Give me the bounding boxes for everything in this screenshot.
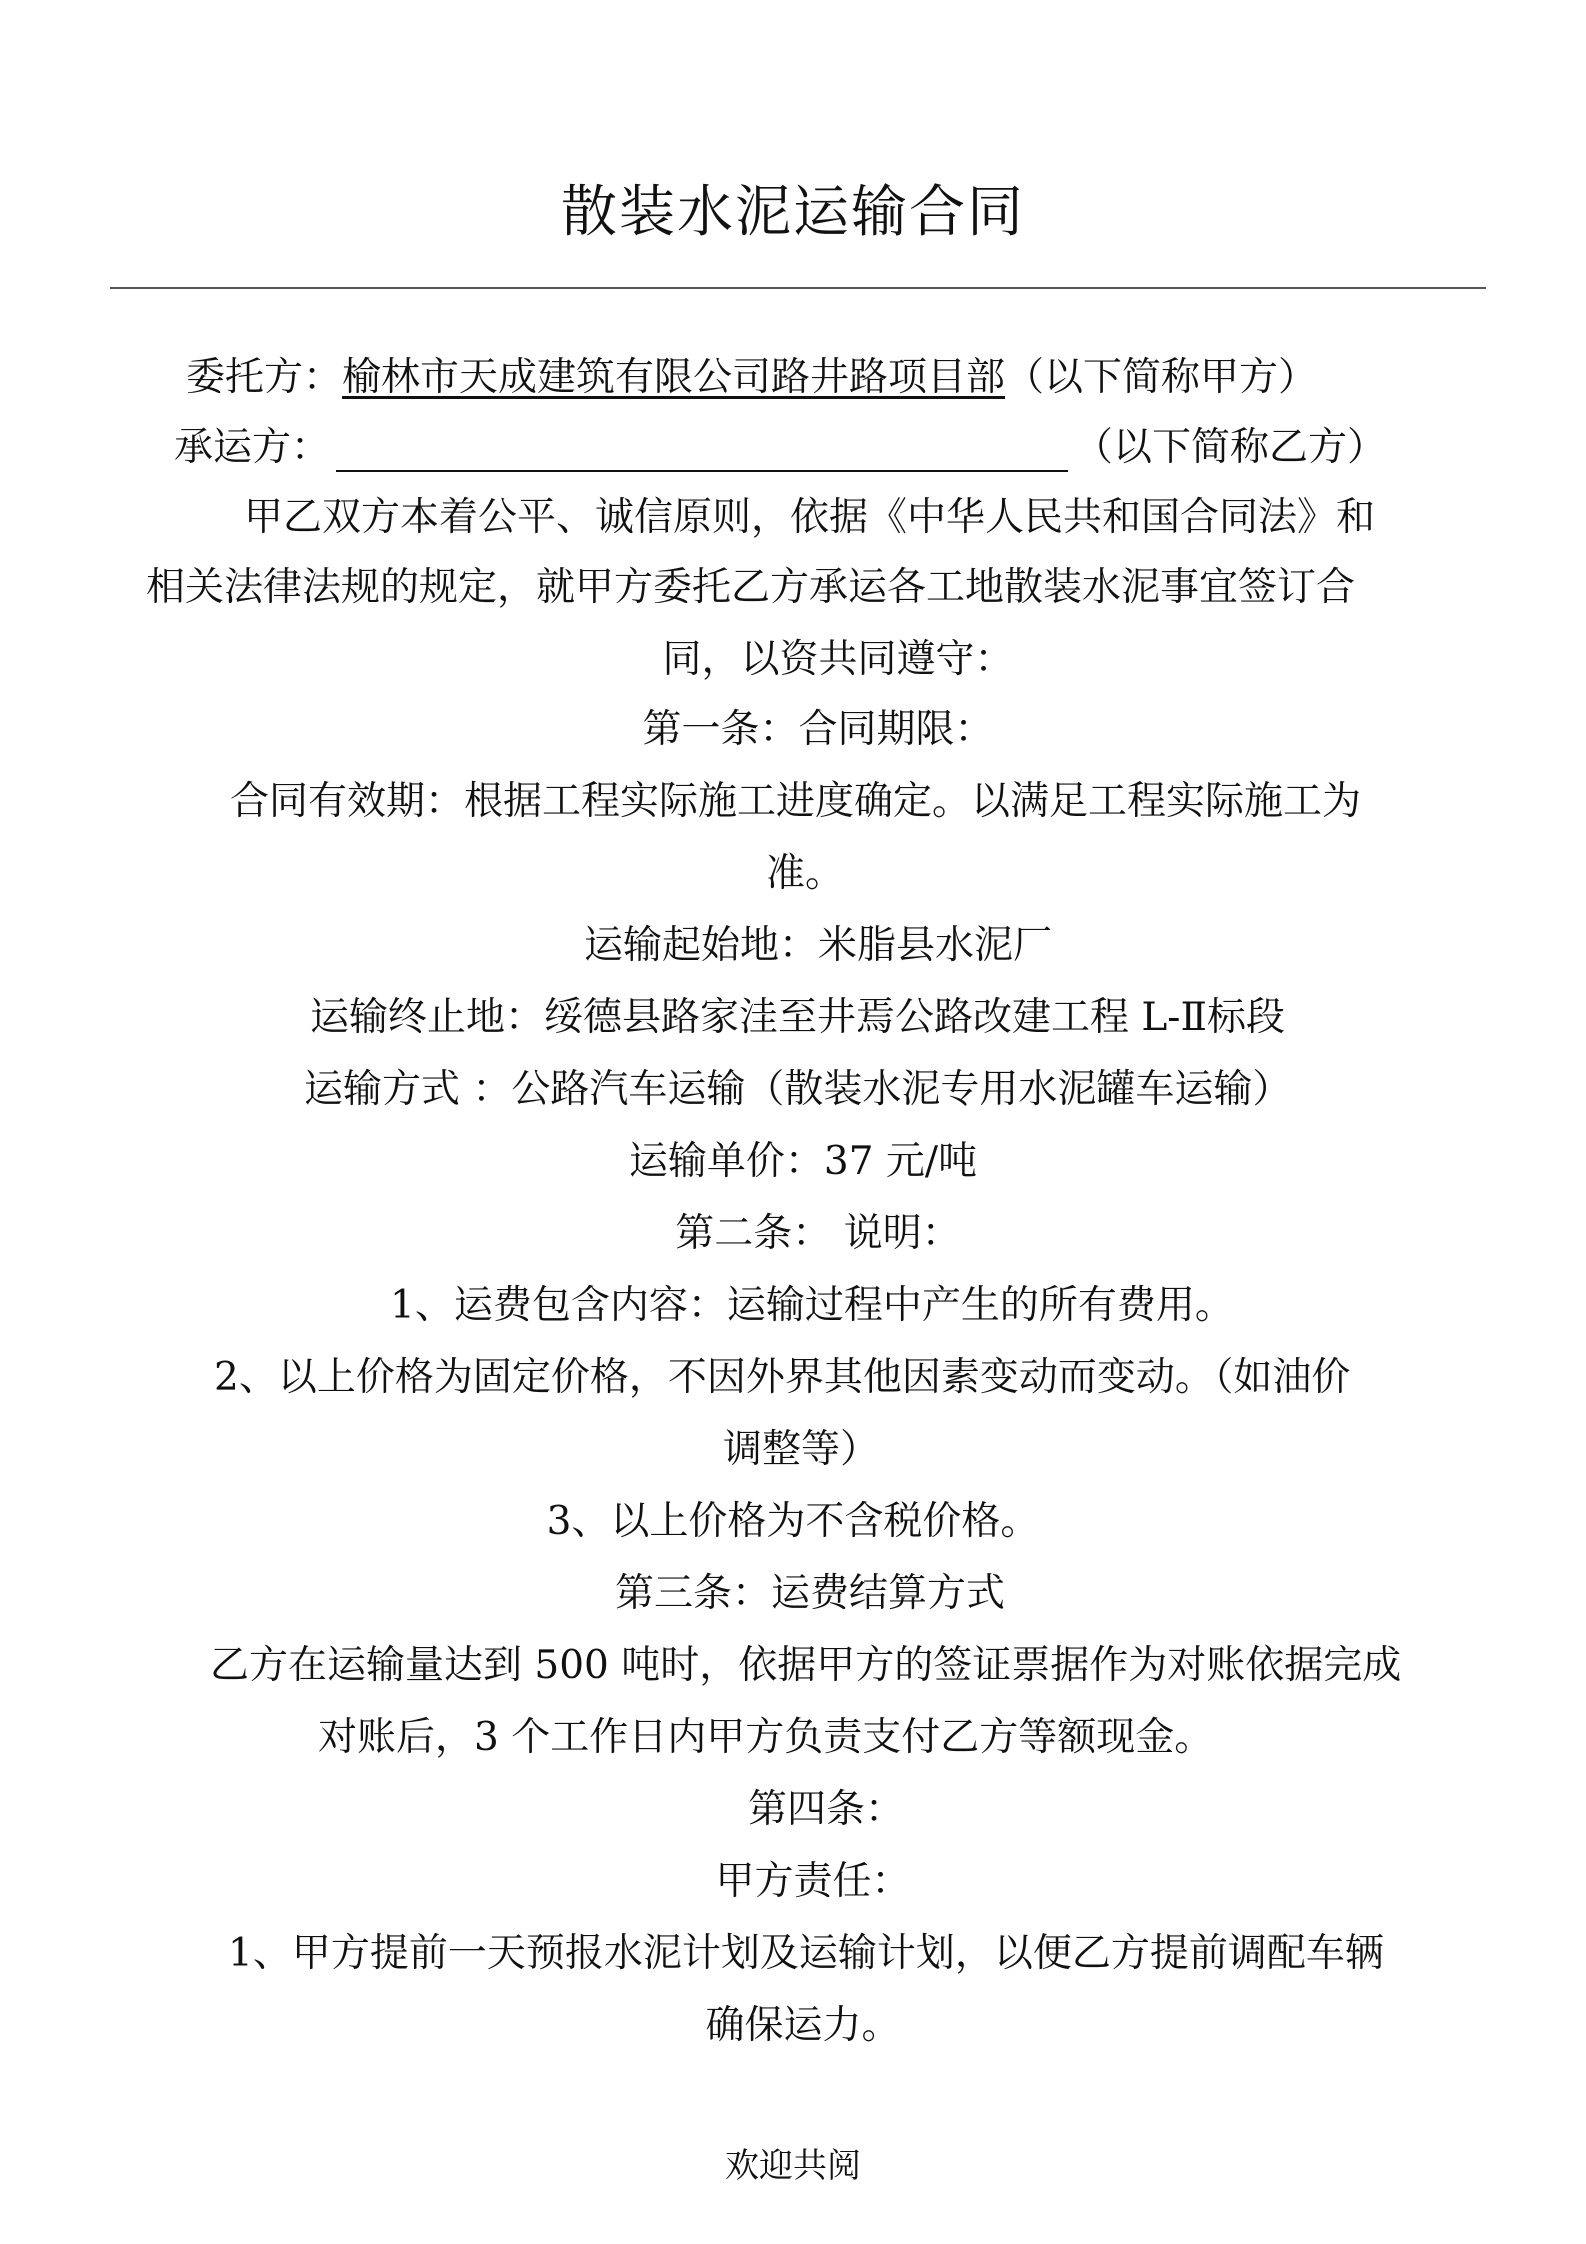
preamble-line-2: 相关法律法规的规定，就甲方委托乙方承运各工地散装水泥事宜签订合	[146, 565, 1356, 610]
article4-item-1-line-2-text: 确保运力。	[705, 2003, 901, 2048]
article2-heading	[0, 1210, 1586, 1258]
party-a-responsibility-heading-text: 甲方责任：	[715, 1859, 911, 1904]
article2-item-3	[0, 1498, 1586, 1546]
validity-line-2	[0, 850, 1586, 898]
article2-item-3-text: 3、以上价格为不含税价格。	[546, 1499, 1040, 1544]
transport-origin-text: 运输起始地：米脂县水泥厂	[583, 923, 1052, 968]
article2-heading-text: 第二条： 说明：	[675, 1211, 961, 1256]
document-title: 散装水泥运输合同	[561, 180, 1025, 245]
carrier-suffix: （以下简称乙方）	[1074, 425, 1387, 470]
article1-heading	[0, 706, 1586, 754]
article3-heading-text: 第三条：运费结算方式	[614, 1571, 1005, 1616]
preamble-line-3-text: 同，以资共同遵守：	[662, 637, 1014, 682]
page-footer: 欢迎共阅	[725, 2146, 861, 2186]
article2-item-1: 1、运费包含内容：运输过程中产生的所有费用。	[390, 1283, 1234, 1328]
carrier-name-blank	[336, 430, 1068, 472]
party-a-responsibility-heading	[0, 1858, 1586, 1906]
article4-heading-text: 第四条：	[747, 1787, 904, 1832]
client-label: 委托方：	[186, 355, 343, 400]
client-suffix: （以下简称甲方）	[1005, 355, 1318, 400]
article2-item-2-line-2	[0, 1426, 1586, 1474]
preamble-line-1: 甲乙双方本着公平、诚信原则，依据《中华人民共和国合同法》和	[244, 495, 1376, 540]
unit-price	[0, 1138, 1586, 1186]
article4-item-1-line-1: 1、甲方提前一天预报水泥计划及运输计划，以便乙方提前调配车辆	[228, 1931, 1384, 1976]
transport-mode: 运输方式 ：公路汽车运输（散装水泥专用水泥罐车运输）	[304, 1067, 1292, 1112]
transport-destination: 运输终止地：绥德县路家洼至井焉公路改建工程 L-Ⅱ标段	[310, 995, 1285, 1040]
article3-heading	[0, 1570, 1586, 1618]
article3-text-line-1: 乙方在运输量达到 500 吨时，依据甲方的签证票据作为对账依据完成	[210, 1643, 1402, 1688]
article4-heading	[0, 1786, 1586, 1834]
article3-text-line-2: 对账后，3 个工作日内甲方负责支付乙方等额现金。	[318, 1715, 1214, 1760]
article2-item-2-line-1: 2、以上价格为固定价格，不因外界其他因素变动而变动。（如油价	[214, 1355, 1351, 1400]
article2-item-2-line-2-text: 调整等）	[722, 1427, 879, 1472]
unit-price-text: 运输单价：37 元/吨	[628, 1139, 978, 1184]
validity-line-1: 合同有效期：根据工程实际施工进度确定。以满足工程实际施工为	[230, 779, 1362, 824]
validity-line-2-text: 准。	[765, 851, 844, 896]
carrier-line	[174, 424, 1386, 472]
client-name: 榆林市天成建筑有限公司路井路项目部	[342, 355, 1006, 400]
article4-item-1-line-2	[0, 2002, 1586, 2050]
title-divider	[110, 287, 1486, 289]
article1-heading-text: 第一条：合同期限：	[642, 707, 994, 752]
preamble-line-3	[0, 636, 1586, 684]
client-line	[186, 354, 1317, 402]
carrier-label: 承运方：	[174, 425, 331, 470]
transport-origin	[0, 922, 1586, 970]
